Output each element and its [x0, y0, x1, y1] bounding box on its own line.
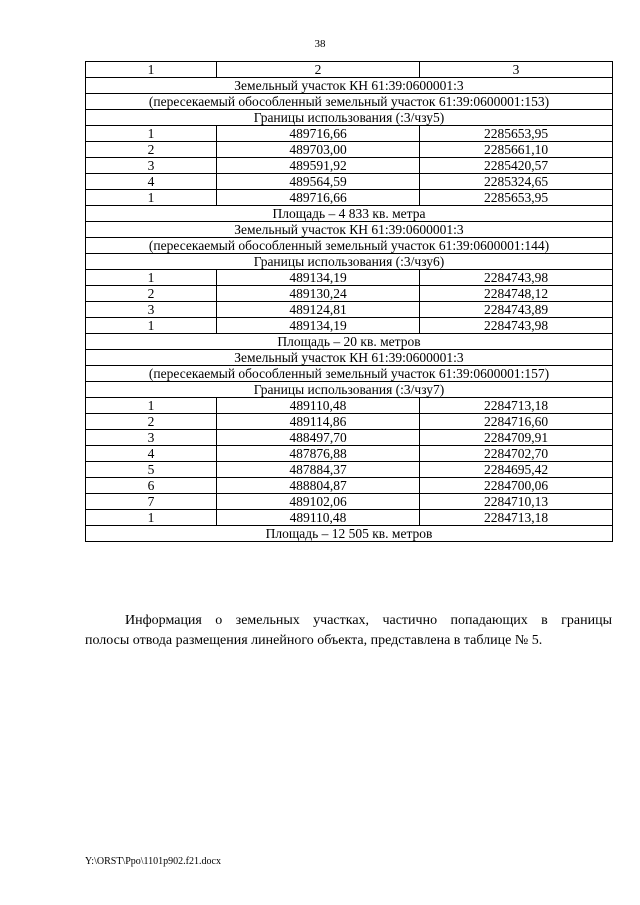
coordinates-table-body	[86, 62, 613, 542]
x-coordinate-cell: 487884,37	[217, 462, 420, 478]
page-number: 38	[314, 38, 326, 50]
y-coordinate-cell: 2284702,70	[420, 446, 613, 462]
x-coordinate-cell: 489102,06	[217, 494, 420, 510]
x-coordinate-cell: 489114,86	[217, 414, 420, 430]
table-row	[86, 398, 613, 414]
section-subtitle-row	[86, 94, 613, 110]
point-number-cell: 2	[86, 142, 217, 158]
section-subtitle-row	[86, 238, 613, 254]
section-title-row	[86, 78, 613, 94]
y-coordinate-cell: 2284748,12	[420, 286, 613, 302]
table-row	[86, 286, 613, 302]
point-number-cell: 4	[86, 446, 217, 462]
info-line-2: полосы отвода размещения линейного объекта, представлена в таблице № 5.	[85, 633, 543, 648]
table-row	[86, 446, 613, 462]
y-coordinate-cell: 2285653,95	[420, 190, 613, 206]
boundary-label: Границы использования (:3/чзу6)	[86, 254, 613, 270]
x-coordinate-cell: 489134,19	[217, 318, 420, 334]
table-row	[86, 158, 613, 174]
y-coordinate-cell: 2284709,91	[420, 430, 613, 446]
section-title: Земельный участок КН 61:39:0600001:3	[86, 350, 613, 366]
y-coordinate-cell: 2285653,95	[420, 126, 613, 142]
y-coordinate-cell: 2284716,60	[420, 414, 613, 430]
x-coordinate-cell: 489124,81	[217, 302, 420, 318]
point-number-cell: 1	[86, 270, 217, 286]
table-row	[86, 494, 613, 510]
coordinates-table	[85, 61, 613, 542]
area-label-row	[86, 334, 613, 350]
x-coordinate-cell: 489703,00	[217, 142, 420, 158]
point-number-cell: 3	[86, 302, 217, 318]
x-coordinate-cell: 489564,59	[217, 174, 420, 190]
header-cell-x: 2	[217, 62, 420, 78]
point-number-cell: 7	[86, 494, 217, 510]
section-subtitle: (пересекаемый обособленный земельный участок 61:39:0600001:144)	[86, 238, 613, 254]
x-coordinate-cell: 489110,48	[217, 510, 420, 526]
table-row	[86, 414, 613, 430]
boundary-label: Границы использования (:3/чзу5)	[86, 110, 613, 126]
table-row	[86, 126, 613, 142]
y-coordinate-cell: 2285661,10	[420, 142, 613, 158]
x-coordinate-cell: 489716,66	[217, 126, 420, 142]
info-paragraph	[85, 611, 612, 651]
y-coordinate-cell: 2284700,06	[420, 478, 613, 494]
table-row	[86, 270, 613, 286]
table-row	[86, 302, 613, 318]
x-coordinate-cell: 487876,88	[217, 446, 420, 462]
section-title-row	[86, 350, 613, 366]
x-coordinate-cell: 489110,48	[217, 398, 420, 414]
header-cell-point: 1	[86, 62, 217, 78]
x-coordinate-cell: 489716,66	[217, 190, 420, 206]
info-line-1: Информация о земельных участках, частично попадающих в границы	[125, 613, 612, 628]
table-row	[86, 142, 613, 158]
boundary-label-row	[86, 110, 613, 126]
section-title: Земельный участок КН 61:39:0600001:3	[86, 222, 613, 238]
section-subtitle: (пересекаемый обособленный земельный участок 61:39:0600001:157)	[86, 366, 613, 382]
table-row	[86, 510, 613, 526]
y-coordinate-cell: 2284695,42	[420, 462, 613, 478]
x-coordinate-cell: 488804,87	[217, 478, 420, 494]
footer-file-path: Y:\ORST\Ppo\1101p902.f21.docx	[85, 856, 221, 867]
table-header-row	[86, 62, 613, 78]
area-label: Площадь – 4 833 кв. метра	[86, 206, 613, 222]
area-label: Площадь – 20 кв. метров	[86, 334, 613, 350]
point-number-cell: 1	[86, 510, 217, 526]
point-number-cell: 5	[86, 462, 217, 478]
section-subtitle: (пересекаемый обособленный земельный участок 61:39:0600001:153)	[86, 94, 613, 110]
point-number-cell: 1	[86, 398, 217, 414]
y-coordinate-cell: 2284743,98	[420, 318, 613, 334]
point-number-cell: 1	[86, 126, 217, 142]
point-number-cell: 3	[86, 430, 217, 446]
header-cell-y: 3	[420, 62, 613, 78]
boundary-label: Границы использования (:3/чзу7)	[86, 382, 613, 398]
point-number-cell: 3	[86, 158, 217, 174]
y-coordinate-cell: 2284713,18	[420, 398, 613, 414]
y-coordinate-cell: 2285420,57	[420, 158, 613, 174]
section-title-row	[86, 222, 613, 238]
area-label: Площадь – 12 505 кв. метров	[86, 526, 613, 542]
point-number-cell: 4	[86, 174, 217, 190]
boundary-label-row	[86, 254, 613, 270]
section-title: Земельный участок КН 61:39:0600001:3	[86, 78, 613, 94]
table-row	[86, 478, 613, 494]
area-label-row	[86, 206, 613, 222]
y-coordinate-cell: 2284743,98	[420, 270, 613, 286]
area-label-row	[86, 526, 613, 542]
point-number-cell: 1	[86, 318, 217, 334]
y-coordinate-cell: 2284710,13	[420, 494, 613, 510]
table-row	[86, 190, 613, 206]
y-coordinate-cell: 2284713,18	[420, 510, 613, 526]
x-coordinate-cell: 489134,19	[217, 270, 420, 286]
point-number-cell: 2	[86, 414, 217, 430]
table-row	[86, 174, 613, 190]
y-coordinate-cell: 2285324,65	[420, 174, 613, 190]
boundary-label-row	[86, 382, 613, 398]
table-row	[86, 462, 613, 478]
y-coordinate-cell: 2284743,89	[420, 302, 613, 318]
x-coordinate-cell: 489130,24	[217, 286, 420, 302]
point-number-cell: 2	[86, 286, 217, 302]
point-number-cell: 1	[86, 190, 217, 206]
table-row	[86, 318, 613, 334]
table-row	[86, 430, 613, 446]
section-subtitle-row	[86, 366, 613, 382]
point-number-cell: 6	[86, 478, 217, 494]
x-coordinate-cell: 489591,92	[217, 158, 420, 174]
x-coordinate-cell: 488497,70	[217, 430, 420, 446]
